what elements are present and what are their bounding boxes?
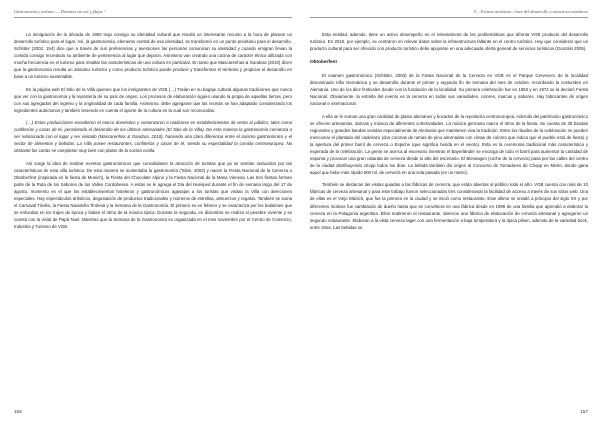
paragraph: La inmigración de la década de 1900 trajo consigo su identidad cultural que resultó un interesante recurso a la hora de planear un desarrollo turístico para el lugar. Así, la gastronomía, elemento central de esa identidad, se transformó en un punto prioritario para el desarrollo. Schlüter (2002: 154) dice que a través de sus preferencias y aversiones las personas comunican su identidad y cuando emigran llevan la comida consigo recreando su ambiente de pertenencia al lugar que dejaron. Asimismo van creando una cocina de carácter étnico utilizada con mucha frecuencia en el turismo para resaltar las características de una cultura en particular. En tanto que Mascarenhas & Gandara (2010) dicen que la gastronomía resulta un atractivo turístico y como producto turístico puede producir y transformar el territorio y propiciar el desarrollo en base a un turismo sustentable. xyxy=(14,32,292,80)
right-header-rule xyxy=(310,17,588,18)
left-running-head: Gastronomía y turismo — Destinos sin sol y playa / xyxy=(14,9,105,14)
paragraph: Esta entidad, además, tiene un activo desempeño en el relevamiento de las problemáticas que afronta VGB producto del desarrollo turístico. En 2015, por ejemplo, se centraron en relevar datos sobre la infraestructura faltante en el centro turístico. Hay que considerar que un producto cultural para ser ofrecido con producto turístico debe apoyarse en una adecuada oferta general de servicios turísticos (Gonzalo 2005). xyxy=(310,32,588,52)
paragraph: A ella se le suman una gran cantidad de platos alemanes y bocados de la repostería centroeuropea. Además del patrimonio gastronómico se ofrecen artesanías, danzas y música de diferentes colectividades. La música germana marca el ritmo de la fiesta. Se cuenta de 30 bandas regionales y grandes bandas venidas especialmente de Alemania que mantienen viva la tradición. Entre los rituales de la celebración se pueden mencionar el plantado del cadeirazo (dos coronas de ramas de pino adornadas con cintas de colores que indica que el pueblo está de fiesta) y la apertura del primer barril de cerveza o Espiche (que significa herida en el viento). Esta es la ceremonia tradicional más característica y esperada de la celebración. La gente se acerca al escenario mientras el Bayerländer se encarga de todo el barril para aumentar la cantidad de espuma y provocar una gran catarata de cerveza desde lo alto del escenario. El Bierwagen (coche de la cerveza) pasa por las calles del centro de la ciudad distribuyendo chopp todos los días. La bebida también dio origen al Concurso de Tomadores de Chopp en Metro, donde gana aquel que bebe más rápido 600 ml. de cerveza en una sola pasada (en un metro). xyxy=(310,113,588,176)
paragraph: Así surge la idea de realizar eventos gastronómicos que consolidasen la atracción de turistas que ya se sentían seducidos por las características de esta villa turística. De esta manera se sustentaba la gastronomía (Tobin, 2002) y nacen la Fiesta Nacional de la Cerveza u Oktoberfest (inspirada en la fiesta de Munich), la Fiesta del Chocolate Alpino y la Fiesta Nacional de la Masa Vienesa. Las tres fiestas forman parte de la Ruta de los Sabores de los Valles Cordobeses. A estas se le agrega el Día del Huésped durante el fin de semana largo del 17 de agosto, momento en el que los establecimientos hoteleros y gastronómicos agasajan a los turistas que visitan la Villa con atenciones especiales. Hay espectáculos artísticos, degustación de productos tradicionales y números de estrellas, almuerzos y regalos. También se suma el Carnaval Tirolés, la Fiesta Navideña Tirolesa y la Semana de la Gastronomía. El primero es en febrero y se caracteriza por los bailarines que se enfundan en los trajes de época y bailan el ritmo de la música típica. Durante la segunda, en diciembre se realiza el pesebre viviente y se cuenta con la visita de Papá Noel. Mientras que la Semana de la Gastronomía es organizada en el mes noviembre por el Centro de Comercio, Industria y Turismo de VGB. xyxy=(14,160,292,230)
block-quote: (…) Estas producciones excedieron el marco doméstico y comenzaron a realizarse en establecimientos de venta al público, tales como confiterías y casas de té, permitiendo el desarrollo de los últimos artesanales (El Sitio de la Villa). De esta manera la gastronomía comienza a ser relacionada con el lugar y ser visitado (Mascarenhas & Gandara, 2010), haciendo una clara diferencia entre el turismo gastronómico y el sector de alimentos y bebidas. La Villa posee restaurantes, confiterías y casas de té, siendo su especialidad la comida centroeuropea. No obstante las cartas se completan muy bien con platos de la cocina criolla. xyxy=(14,120,292,154)
left-header-rule xyxy=(14,17,292,18)
paragraph: El examen gastronómico (Schlüter, 2003) de la Fiesta Nacional de la Cerveza en VGB es el Parque Cervecero de la localidad denominado Villa Germánica y se desarrolla durante el primer y segundo fin de semana del mes de octubre, recordando la costumbre en Alemania. Uno de los diez festivales donde con la fundación de la localidad. Su primera celebración fue en 1963 y en 1972 se la declaró Fiesta Nacional. Obviamente, la estrella del evento es la cerveza en todas sus variedades, colores, marcas y sabores. Hay fabricantes de origen nacional e internacional. xyxy=(310,73,588,107)
right-page-body xyxy=(310,31,588,236)
left-page-body xyxy=(14,31,292,235)
section-title: Oktoberfest xyxy=(310,60,337,66)
paragraph: También se destacan las visitas guiadas a las fábricas de cerveza, que están abiertas al público todo el año. VGB cuenta con más de 10 fábricas de cerveza artesanal y para este trabajo fueron seleccionadas tres considerando la facilidad de acceso a través de sus sitios web. Una de ellas es el Viejo Múnich, que fue la primera en la ciudad y se inició como restaurante. Este último se instaló a principio del siglo XX y por diferentes motivos fue cambiando de dueño hasta que se convirtiera en una fábrica desde en 1999 de una familia que aprendió a elaborar la cerveza en la Patagonia argentina. Ellos reabrieron el restaurante, abrieron una fábrica de elaboración de cerveza artesanal y agregaron un segundo restaurante. Elaboran a la vista cerveza lager con una fermentación a baja temperatura y la típica pilsen, además de la variedad bock, entre otras. Las bebidas se xyxy=(310,182,588,230)
right-running-head: V – Fiestas turísticas: clave del desarrollo y atractivos temáticos xyxy=(473,9,588,14)
right-page xyxy=(300,0,600,424)
paragraph: En la página web El Sitio de la Villa quienes que los inmigrantes de VGB (…) Traían en su bagaje cultural algunas tradiciones que nunca que ver con la gastronomía y la repostería de su país de origen. Los procesos de elaboración siguen usando la propia de aquellas tierras, pero con sus agregados del ingenio y la originalidad de cada familia. Asimismo, debe agregarse que las recetas se han adaptado considerando los ingredientes autóctonos y también teniendo en cuenta el aporte de la cultura en la cual son reconocidas. xyxy=(14,86,292,113)
page-number: 157 xyxy=(580,409,588,414)
page-number: 156 xyxy=(14,409,22,414)
